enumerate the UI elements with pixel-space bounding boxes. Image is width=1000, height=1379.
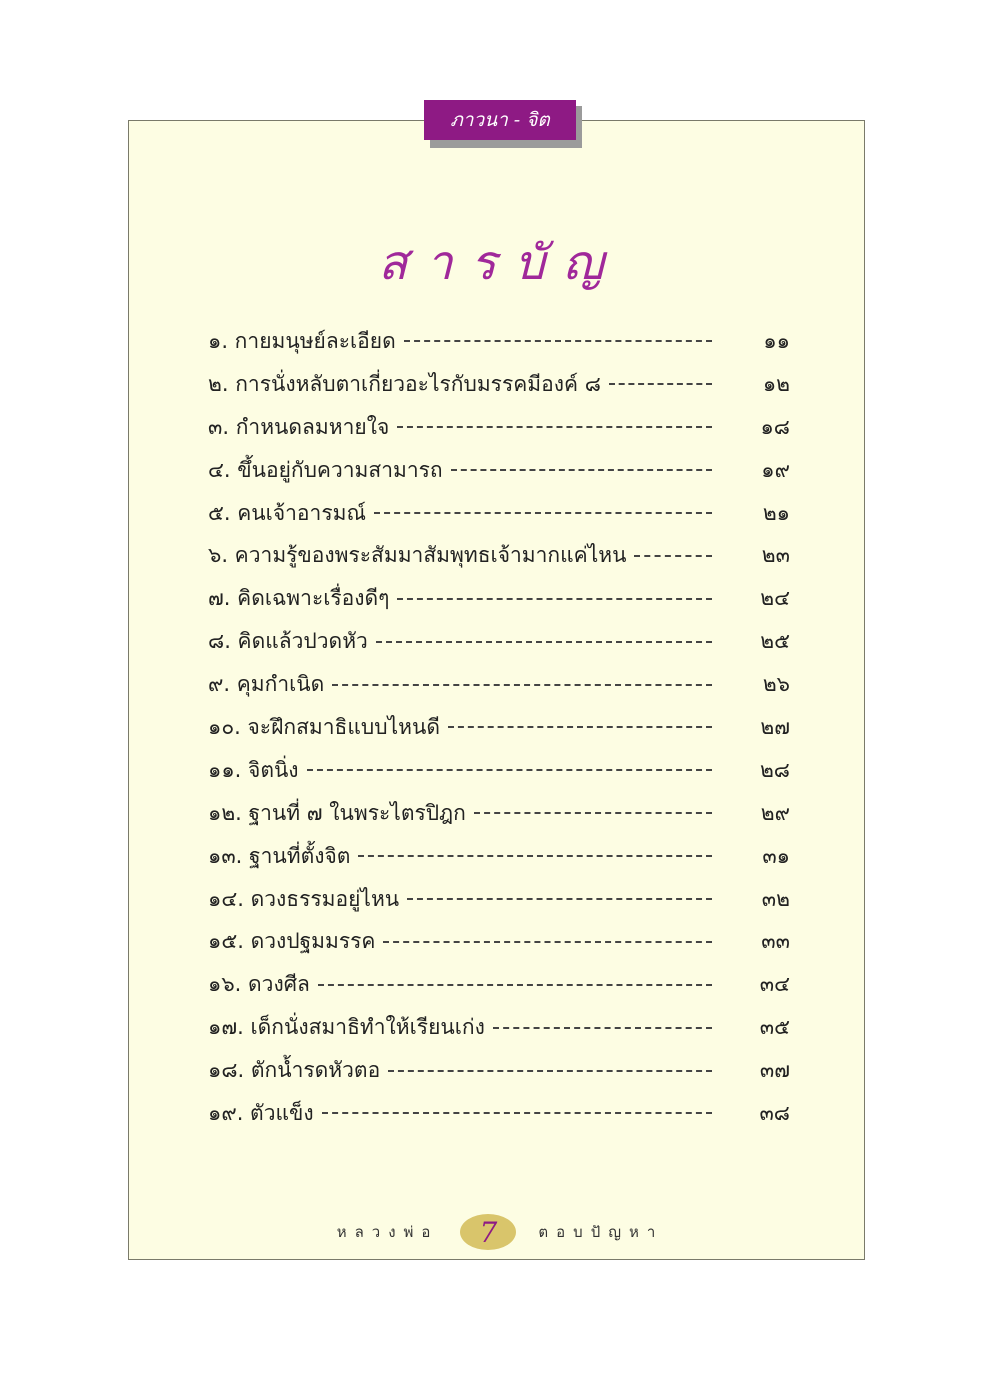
toc-leader-line <box>318 984 712 986</box>
toc-entry-page: ๒๘ <box>759 757 790 782</box>
toc-entry-label: ๙. คุมกำเนิด <box>208 672 325 697</box>
toc-leader-line <box>609 383 712 385</box>
toc-leader-line <box>451 469 712 471</box>
toc-entry <box>208 749 790 792</box>
toc-entry-page: ๒๗ <box>760 714 790 739</box>
page-title: สารบัญ <box>378 235 622 291</box>
toc-entry-page: ๒๕ <box>760 629 790 654</box>
toc-leader-line <box>358 855 712 857</box>
toc-leader-line <box>493 1027 712 1029</box>
toc-leader-line <box>634 555 712 557</box>
toc-entry <box>208 792 790 835</box>
toc-leader-line <box>332 684 712 686</box>
toc-entry <box>208 1092 790 1135</box>
toc-entry <box>208 963 790 1006</box>
toc-entry-label: ๑๑. จิตนิ่ง <box>208 757 299 782</box>
toc-entry-page: ๓๓ <box>761 929 790 954</box>
toc-entry-label: ๔. ขึ้นอยู่กับความสามารถ <box>208 457 443 482</box>
toc-entry-label: ๑๖. ดวงศีล <box>208 972 310 997</box>
section-tab: ภาวนา - จิต <box>424 100 576 140</box>
table-of-contents <box>208 320 790 1135</box>
toc-entry <box>208 835 790 878</box>
toc-leader-line <box>383 941 712 943</box>
toc-entry <box>208 920 790 963</box>
toc-entry-label: ๕. คนเจ้าอารมณ์ <box>208 500 366 525</box>
toc-entry-page: ๓๒ <box>761 886 790 911</box>
footer-right-text: ตอบปัญหา <box>538 1223 664 1241</box>
toc-entry-label: ๗. คิดเฉพาะเรื่องดีๆ <box>208 586 390 611</box>
footer-left-text: หลวงพ่อ <box>336 1223 439 1241</box>
toc-entry-page: ๑๘ <box>760 414 790 439</box>
toc-entry-label: ๑๕. ดวงปฐมมรรค <box>208 929 376 954</box>
toc-entry-page: ๓๔ <box>759 972 790 997</box>
toc-entry <box>208 706 790 749</box>
toc-entry <box>208 449 790 492</box>
toc-leader-line <box>407 898 712 900</box>
toc-entry <box>208 1006 790 1049</box>
toc-entry-page: ๒๖ <box>762 672 790 697</box>
toc-entry <box>208 663 790 706</box>
toc-entry-page: ๒๓ <box>761 543 790 568</box>
toc-entry-label: ๒. การนั่งหลับตาเกี่ยวอะไรกับมรรคมีองค์ ๘ <box>208 371 601 396</box>
toc-entry-page: ๓๑ <box>762 843 790 868</box>
toc-entry <box>208 406 790 449</box>
toc-entry <box>208 320 790 363</box>
toc-entry-label: ๑๔. ดวงธรรมอยู่ไหน <box>208 886 400 911</box>
toc-entry-label: ๖. ความรู้ของพระสัมมาสัมพุทธเจ้ามากแค่ไหน <box>208 543 627 568</box>
toc-leader-line <box>388 1070 712 1072</box>
toc-entry <box>208 878 790 921</box>
page-footer <box>0 1214 1000 1250</box>
page-number: 7 <box>460 1214 516 1250</box>
toc-entry-label: ๑๐. จะฝึกสมาธิแบบไหนดี <box>208 714 440 739</box>
toc-leader-line <box>397 426 712 428</box>
toc-entry-page: ๑๑ <box>763 328 790 353</box>
toc-leader-line <box>404 340 712 342</box>
toc-entry <box>208 1049 790 1092</box>
toc-leader-line <box>376 641 712 643</box>
toc-leader-line <box>397 598 712 600</box>
toc-entry-page: ๑๒ <box>762 371 790 396</box>
toc-entry <box>208 534 790 577</box>
toc-entry-label: ๑๘. ตักน้ำรดหัวตอ <box>208 1058 381 1083</box>
toc-entry-label: ๑. กายมนุษย์ละเอียด <box>208 328 396 353</box>
toc-leader-line <box>322 1112 712 1114</box>
toc-entry-page: ๓๗ <box>759 1058 790 1083</box>
toc-leader-line <box>474 812 712 814</box>
toc-entry-label: ๑๒. ฐานที่ ๗ ในพระไตรปิฎก <box>208 800 466 825</box>
toc-entry-page: ๓๘ <box>759 1100 790 1125</box>
toc-entry <box>208 620 790 663</box>
toc-entry <box>208 577 790 620</box>
toc-entry <box>208 363 790 406</box>
toc-leader-line <box>307 769 712 771</box>
toc-entry-page: ๒๔ <box>760 586 790 611</box>
toc-entry-page: ๒๙ <box>760 800 790 825</box>
toc-entry-label: ๑๓. ฐานที่ตั้งจิต <box>208 843 351 868</box>
toc-entry <box>208 492 790 535</box>
toc-entry-page: ๒๑ <box>762 500 790 525</box>
toc-entry-page: ๓๕ <box>759 1015 790 1040</box>
toc-leader-line <box>448 726 712 728</box>
toc-entry-label: ๑๗. เด็กนั่งสมาธิทำให้เรียนเก่ง <box>208 1015 485 1040</box>
toc-entry-page: ๑๙ <box>761 457 790 482</box>
toc-entry-label: ๓. กำหนดลมหายใจ <box>208 414 390 439</box>
toc-entry-label: ๘. คิดแล้วปวดหัว <box>208 629 368 654</box>
toc-leader-line <box>374 512 712 514</box>
toc-entry-label: ๑๙. ตัวแข็ง <box>208 1100 314 1125</box>
